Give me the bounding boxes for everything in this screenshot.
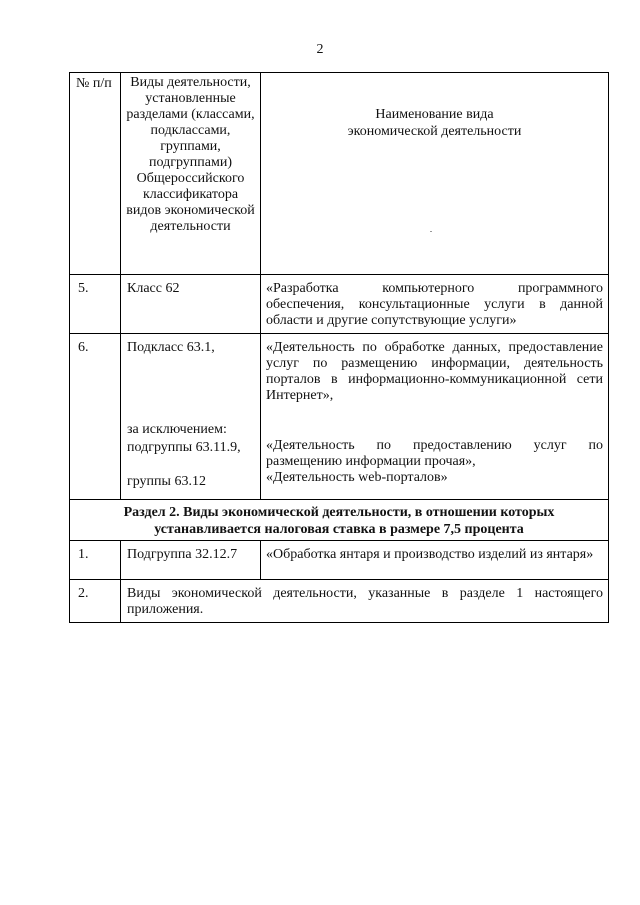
row-code-main: Подкласс 63.1, (127, 340, 215, 355)
row-activity-name (261, 334, 609, 500)
row-activity-name-main: «Деятельность по обработке данных, предоставление услуг по размещению информации, деятельность порталов в информационно-коммуникационной сети Интернет», (266, 340, 603, 403)
header-activity-name-line1: Наименование вида (375, 107, 494, 122)
activity-table (69, 72, 609, 623)
section-row (70, 500, 609, 541)
row-number: 1. (70, 541, 121, 580)
row-code-subgroup: подгруппы 63.11.9, (127, 440, 241, 455)
table-row (70, 275, 609, 334)
row-code (121, 334, 261, 500)
table-header-row (70, 73, 609, 275)
row-activity-name-except-2: «Деятельность web-порталов» (266, 470, 448, 485)
row-code: Класс 62 (121, 275, 261, 334)
section-2-title: Раздел 2. Виды экономической деятельности, в отношении которых устанавливается налоговая ставка в размере 7,5 процента (70, 500, 609, 541)
table-row (70, 580, 609, 623)
row-number: 2. (70, 580, 121, 623)
row-code-group: группы 63.12 (127, 474, 206, 489)
page-number: 2 (316, 42, 324, 57)
row-number: 5. (70, 275, 121, 334)
table-row (70, 541, 609, 580)
row-code: Подгруппа 32.12.7 (121, 541, 261, 580)
header-activity-name-cell (261, 73, 609, 275)
header-classifier-cell: Виды деятельности, установленные разделами (классами, подклассами, группами, подгруппами) Общероссийского классификатора видов экономической деятельности (121, 73, 261, 275)
table-row (70, 334, 609, 500)
row-activity-name-except-1: «Деятельность по предоставлению услуг по размещению информации прочая», (266, 438, 603, 469)
header-number-cell: № п/п (70, 73, 121, 275)
row-number: 6. (70, 334, 121, 500)
row-activity-name: «Разработка компьютерного программного обеспечения, консультационные услуги в данной области и другие сопутствующие услуги» (261, 275, 609, 334)
row-code-except: за исключением: (127, 422, 227, 437)
row-activity-name: «Обработка янтаря и производство изделий из янтаря» (261, 541, 609, 580)
row-activity-text: Виды экономической деятельности, указанные в разделе 1 настоящего приложения. (121, 580, 609, 623)
scan-speck (430, 231, 432, 232)
header-activity-name-line2: экономической деятельности (347, 124, 522, 139)
